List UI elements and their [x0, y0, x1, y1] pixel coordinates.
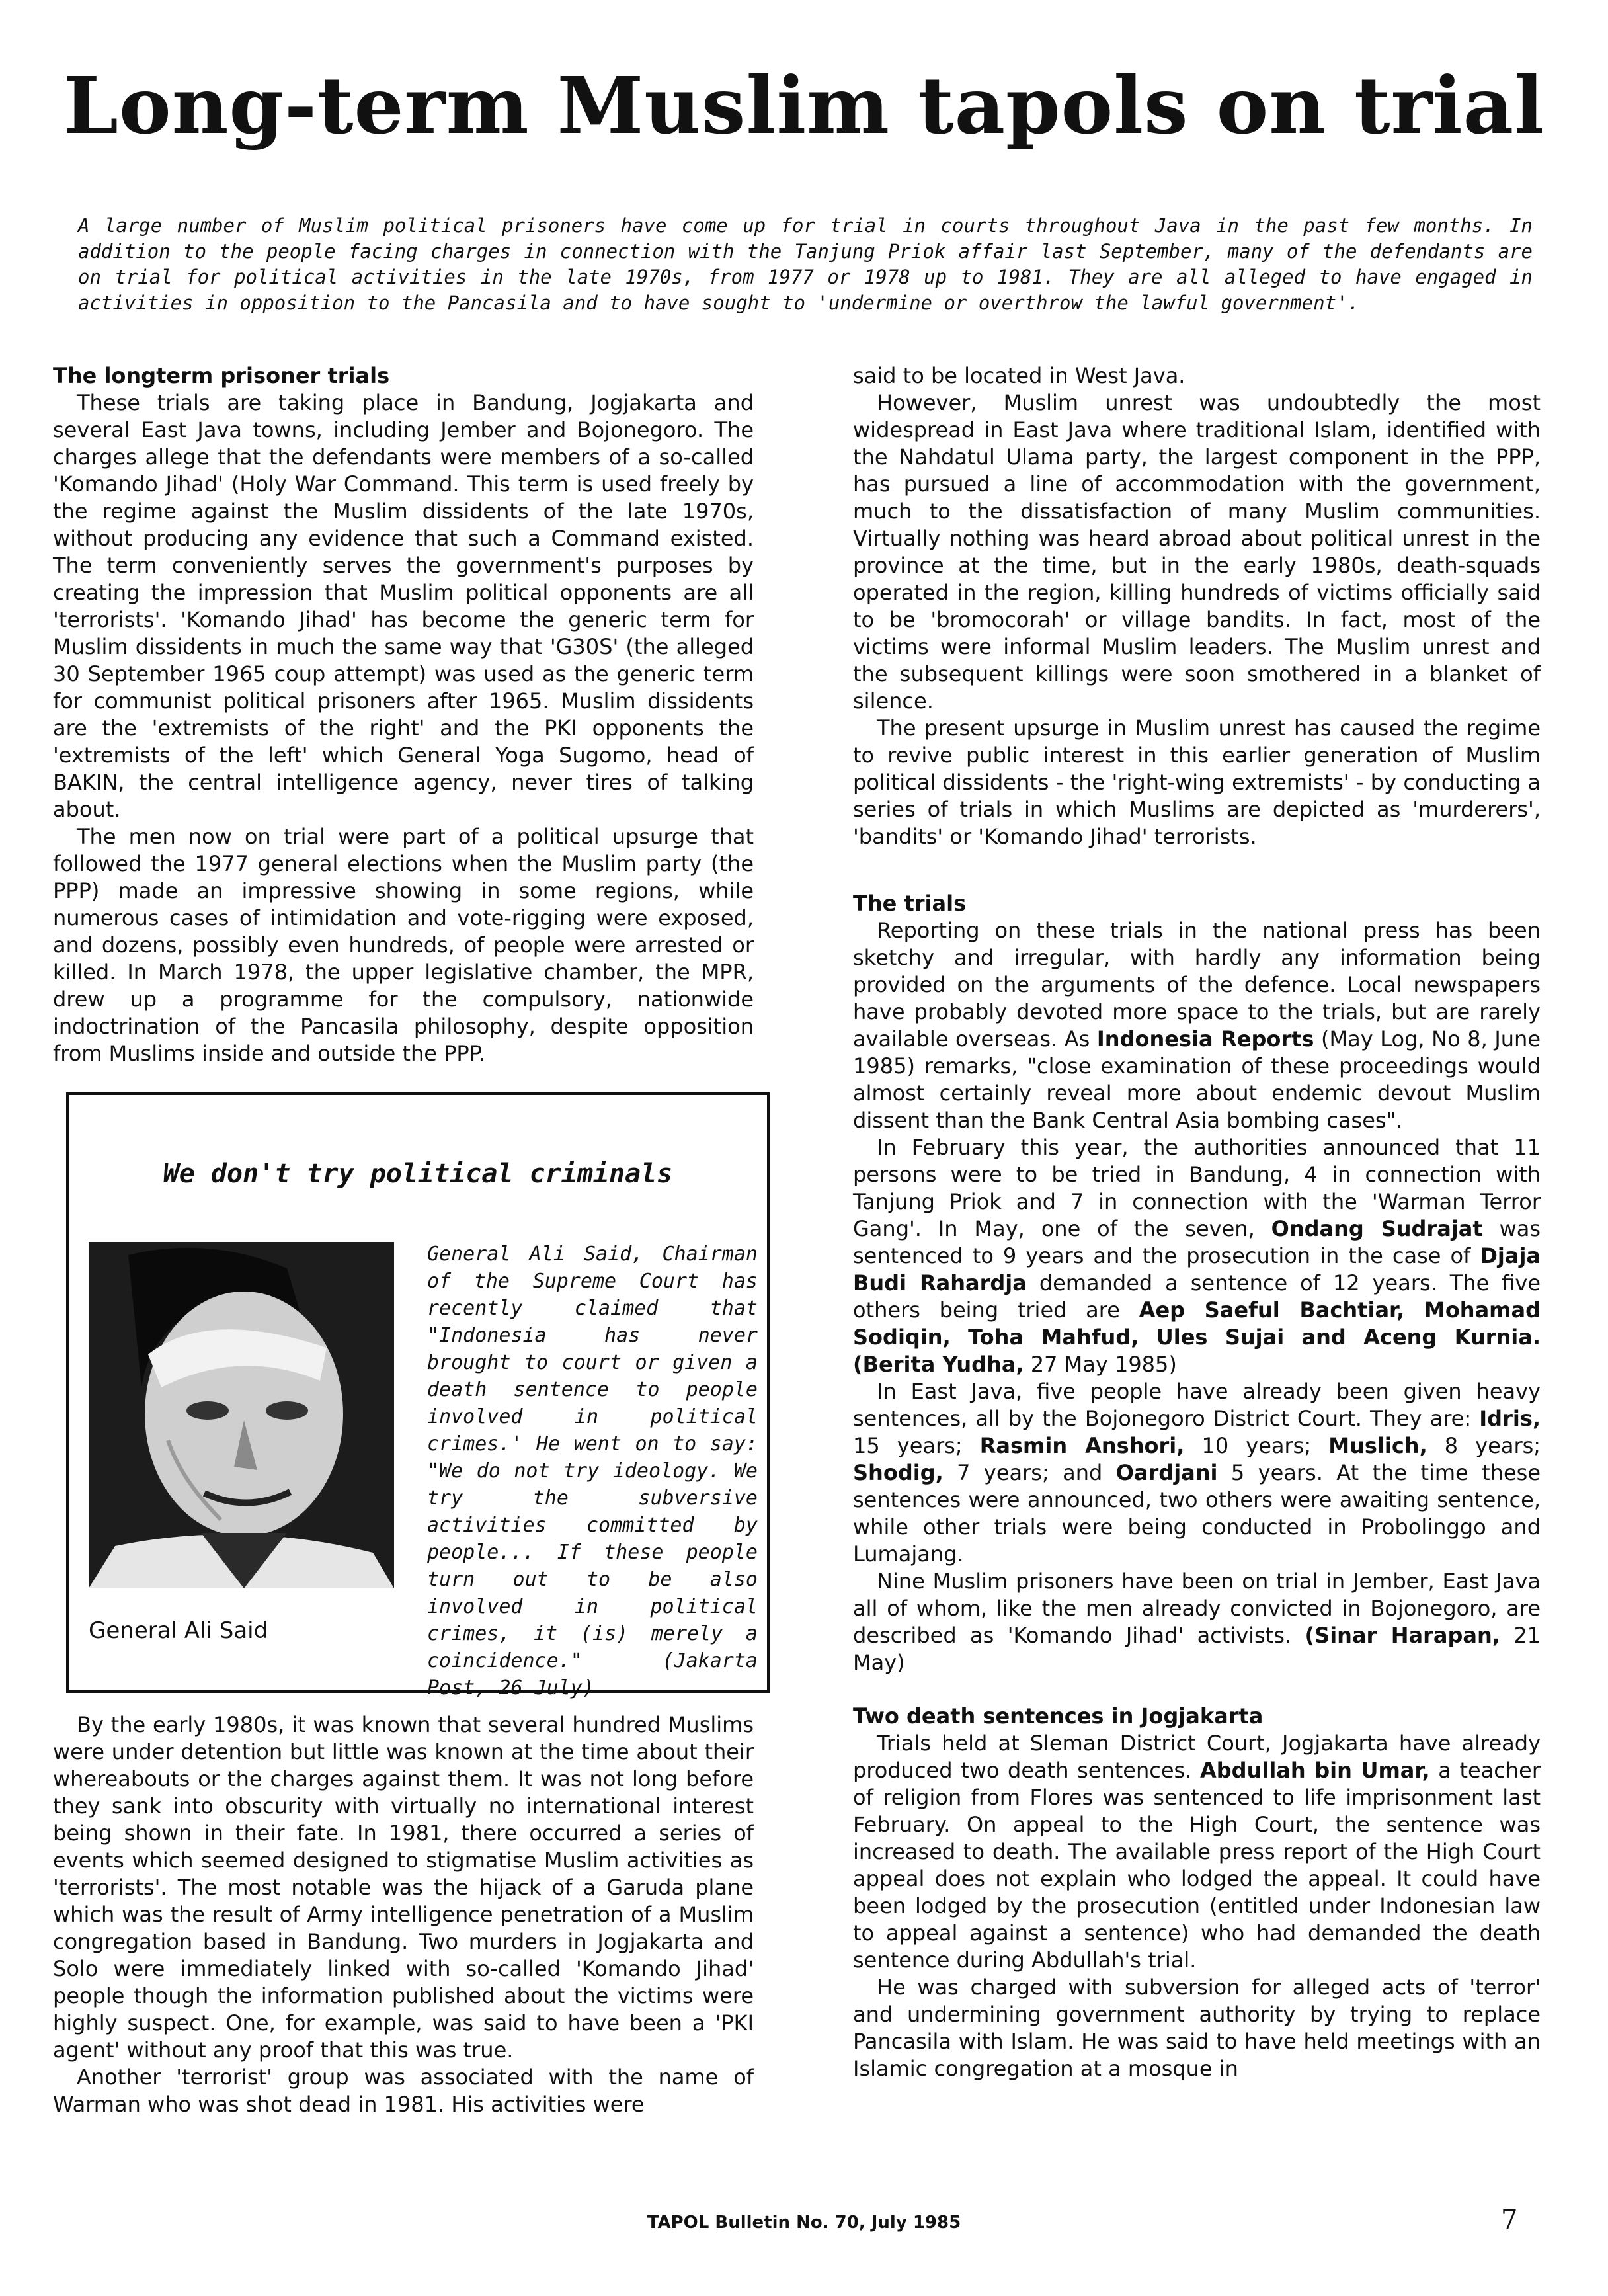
text-run: 5 years. At the time these sentences were announced, two others were awaiting sentence, while other trials were being conducted in Probolinggo and Lumajang. — [853, 1460, 1541, 1567]
text-run: 15 years; — [853, 1433, 963, 1458]
person-name: Rasmin Anshori, — [979, 1433, 1185, 1458]
text-run: was sentenced to 9 years and the prosecution in the case of — [853, 1216, 1541, 1268]
text-run: 21 May) — [853, 1623, 1541, 1675]
text-run: 10 years; — [1201, 1433, 1312, 1458]
footer-publication: TAPOL Bulletin No. 70, July 1985 — [647, 2213, 961, 2233]
right-paragraph-9: He was charged with subversion for alleged acts of 'terror' and undermining government authority by trying to replace Pancasila with Islam. He was said to have held meetings with an Islamic congregation at a mosque in — [853, 1975, 1541, 2081]
portrait-photo — [89, 1242, 394, 1588]
text-run: Nine Muslim prisoners have been on trial in Jember, East Java all of whom, like the men already convicted in Bojonegoro, are described as 'Komando Jihad' activists. — [853, 1569, 1541, 1648]
text-run: a teacher of religion from Flores was sentenced to life imprisonment last February. On appeal to the High Court, the sentence was increased to death. The available press report of the High Court appeal does not explain who lodged the appeal. It could have been lodged by the prosecution (entitled under Indonesian law to appeal against a sentence) who had demanded the death sentence during Abdullah's trial. — [853, 1758, 1541, 1973]
right-paragraph-4 — [853, 917, 1541, 1134]
person-name: Ondang Sudrajat — [1271, 1216, 1483, 1241]
left-column-top — [53, 362, 754, 1067]
right-paragraph-3: The present upsurge in Muslim unrest has caused the regime to revive public interest in this earlier generation of Muslim political dissidents - the 'right-wing extremists' - by conducting a series of trials in which Muslims are depicted as 'murderers', 'bandits' or 'Komando Jihad' terrorists. — [853, 716, 1541, 849]
text-run: In East Java, five people have already been given heavy sentences, all by the Bojonegoro District Court. They are: — [853, 1379, 1541, 1431]
text-run: 7 years; and — [957, 1460, 1103, 1485]
left-paragraph-2: The men now on trial were part of a political upsurge that followed the 1977 general elections when the Muslim party (the PPP) made an impressive showing in some regions, while numerous cases of intimidation and vote-rigging were exposed, and dozens, possibly even hundreds, of people were arrested or killed. In March 1978, the upper legislative chamber, the MPR, drew up a programme for the compulsory, nationwide indoctrination of the Pancasila philosophy, despite opposition from Muslims inside and outside the PPP. — [53, 824, 754, 1066]
person-names: Aep Saeful Bachtiar, Mohamad Sodiqin, Toha Mahfud, Ules Sujai and Aceng Kurnia. (Berita Yudha, — [853, 1297, 1541, 1377]
publication-name: Indonesia Reports — [1096, 1026, 1314, 1051]
intro-paragraph: A large number of Muslim political prisoners have come up for trial in courts throughout Java in the past few months. In addition to the people facing charges in connection with the Tanjung Priok affair last September, many of the defendants are on trial for political activities in the late 1970s, from 1977 or 1978 up to 1981. They are all alleged to have engaged in activities in opposition to the Pancasila and to have sought to 'undermine or overthrow the lawful government'. — [78, 214, 1533, 314]
right-paragraph-5 — [853, 1134, 1541, 1378]
box-quote: General Ali Said, Chairman of the Supreme Court has recently claimed that "Indonesia has never brought to court or given a death sentence to people involved in political crimes.' He went on to say: "We do not try ideology. We try the subversive activities committed by people... If these people turn out to be also involved in political crimes, it (is) merely a coincidence." (Jakarta Post, 26 July) — [427, 1243, 758, 1700]
right-paragraph-1: said to be located in West Java. — [853, 363, 1186, 388]
photo-caption: General Ali Said — [89, 1618, 268, 1644]
person-name: Abdullah bin Umar, — [1199, 1758, 1430, 1783]
left-paragraph-4: Another 'terrorist' group was associated with the name of Warman who was shot dead in 1981. His activities were — [53, 2065, 754, 2117]
sidebar-box — [66, 1092, 770, 1700]
page-number: 7 — [1501, 2205, 1518, 2235]
right-column — [853, 362, 1541, 2082]
text-run: 27 May 1985) — [1030, 1352, 1177, 1377]
text-run: Trials held at Sleman District Court, Jogjakarta have already produced two death sentences. — [853, 1731, 1541, 1783]
person-name: Muslich, — [1328, 1433, 1427, 1458]
text-run: demanded a sentence of 12 years. The five others being tried are — [853, 1270, 1541, 1323]
left-column-bottom — [53, 1711, 754, 2118]
right-paragraph-8 — [853, 1730, 1541, 1974]
person-name: Oardjani — [1115, 1460, 1218, 1485]
article-title: Long-term Muslim tapols on trial — [63, 60, 1545, 151]
section-heading-longterm-trials: The longterm prisoner trials — [53, 363, 390, 388]
person-name: Idris, — [1479, 1406, 1541, 1431]
left-paragraph-1: These trials are taking place in Bandung, Jogjakarta and several East Java towns, including Jember and Bojonegoro. The charges allege that the defendants were members of a so-called 'Komando Jihad' (Holy War Command. This term is used freely by the regime against the Muslim dissidents of the late 1970s, without producing any evidence that such a Command existed. The term conveniently serves the government's purposes by creating the impression that Muslim political opponents are all 'terrorists'. 'Komando Jihad' has become the generic term for Muslim dissidents in much the same way that 'G30S' (the alleged 30 September 1965 coup attempt) was used as the generic term for communist political prisoners after 1965. Muslim dissidents are the 'extremists of the right' and the PKI opponents the 'extremists of the left' which General Yoga Sugomo, head of BAKIN, the central intelligence agency, never tires of talking about. — [53, 390, 754, 822]
text-run: 8 years; — [1444, 1433, 1541, 1458]
portrait-image — [89, 1242, 394, 1588]
person-name: Shodig, — [853, 1460, 944, 1485]
right-paragraph-6 — [853, 1378, 1541, 1568]
spacer — [853, 850, 1541, 890]
right-paragraph-7 — [853, 1568, 1541, 1676]
section-heading-death-sentences: Two death sentences in Jogjakarta — [853, 1703, 1264, 1729]
text-run: Reporting on these trials in the national press has been sketchy and irregular, with hardly any information being provided on the arguments of the defence. Local newspapers have probably devoted more space to the trials, but are rarely available overseas. As — [853, 918, 1541, 1051]
left-paragraph-3: By the early 1980s, it was known that several hundred Muslims were under detention but little was known at the time about their whereabouts or the charges against them. It was not long before they sank into obscurity with virtually no international interest being shown in their fate. In 1981, there occurred a series of events which seemed designed to stigmatise Muslim activities as 'terrorists'. The most notable was the hijack of a Garuda plane which was the result of Army intelligence penetration of a Muslim congregation based in Bandung. Two murders in Jogjakarta and Solo were immediately linked with so-called 'Komando Jihad' people though the information published about the victims were highly suspect. One, for example, was said to have been a 'PKI agent' without any proof that this was true. — [53, 1712, 754, 2063]
publication-name: (Sinar Harapan, — [1305, 1623, 1500, 1648]
text-run: (May Log, No 8, June 1985) remarks, "close examination of these proceedings would almost certainly reveal more about endemic devout Muslim dissent than the Bank Central Asia bombing cases". — [853, 1026, 1541, 1133]
person-name: Djaja Budi Rahardja — [853, 1243, 1541, 1295]
text-run: In February this year, the authorities announced that 11 persons were to be tried in Bandung, 4 in connection with Tanjung Priok and 7 in connection with the 'Warman Terror Gang'. In May, one of the seven, — [853, 1135, 1541, 1241]
spacer — [853, 1676, 1541, 1703]
right-paragraph-2: However, Muslim unrest was undoubtedly the most widespread in East Java where traditional Islam, identified with the Nahdatul Ulama party, the largest component in the PPP, has pursued a line of accommodation with the government, much to the dissatisfaction of many Muslim communities. Virtually nothing was heard abroad about political unrest in the province at the time, but in the early 1980s, death-squads operated in the region, killing hundreds of victims officially said to be 'bromocorah' or village bandits. In fact, most of the victims were informal Muslim leaders. The Muslim unrest and the subsequent killings were soon smothered in a blanket of silence. — [853, 390, 1541, 714]
box-title: We don't try political criminals — [163, 1159, 673, 1189]
section-heading-the-trials: The trials — [853, 891, 967, 916]
